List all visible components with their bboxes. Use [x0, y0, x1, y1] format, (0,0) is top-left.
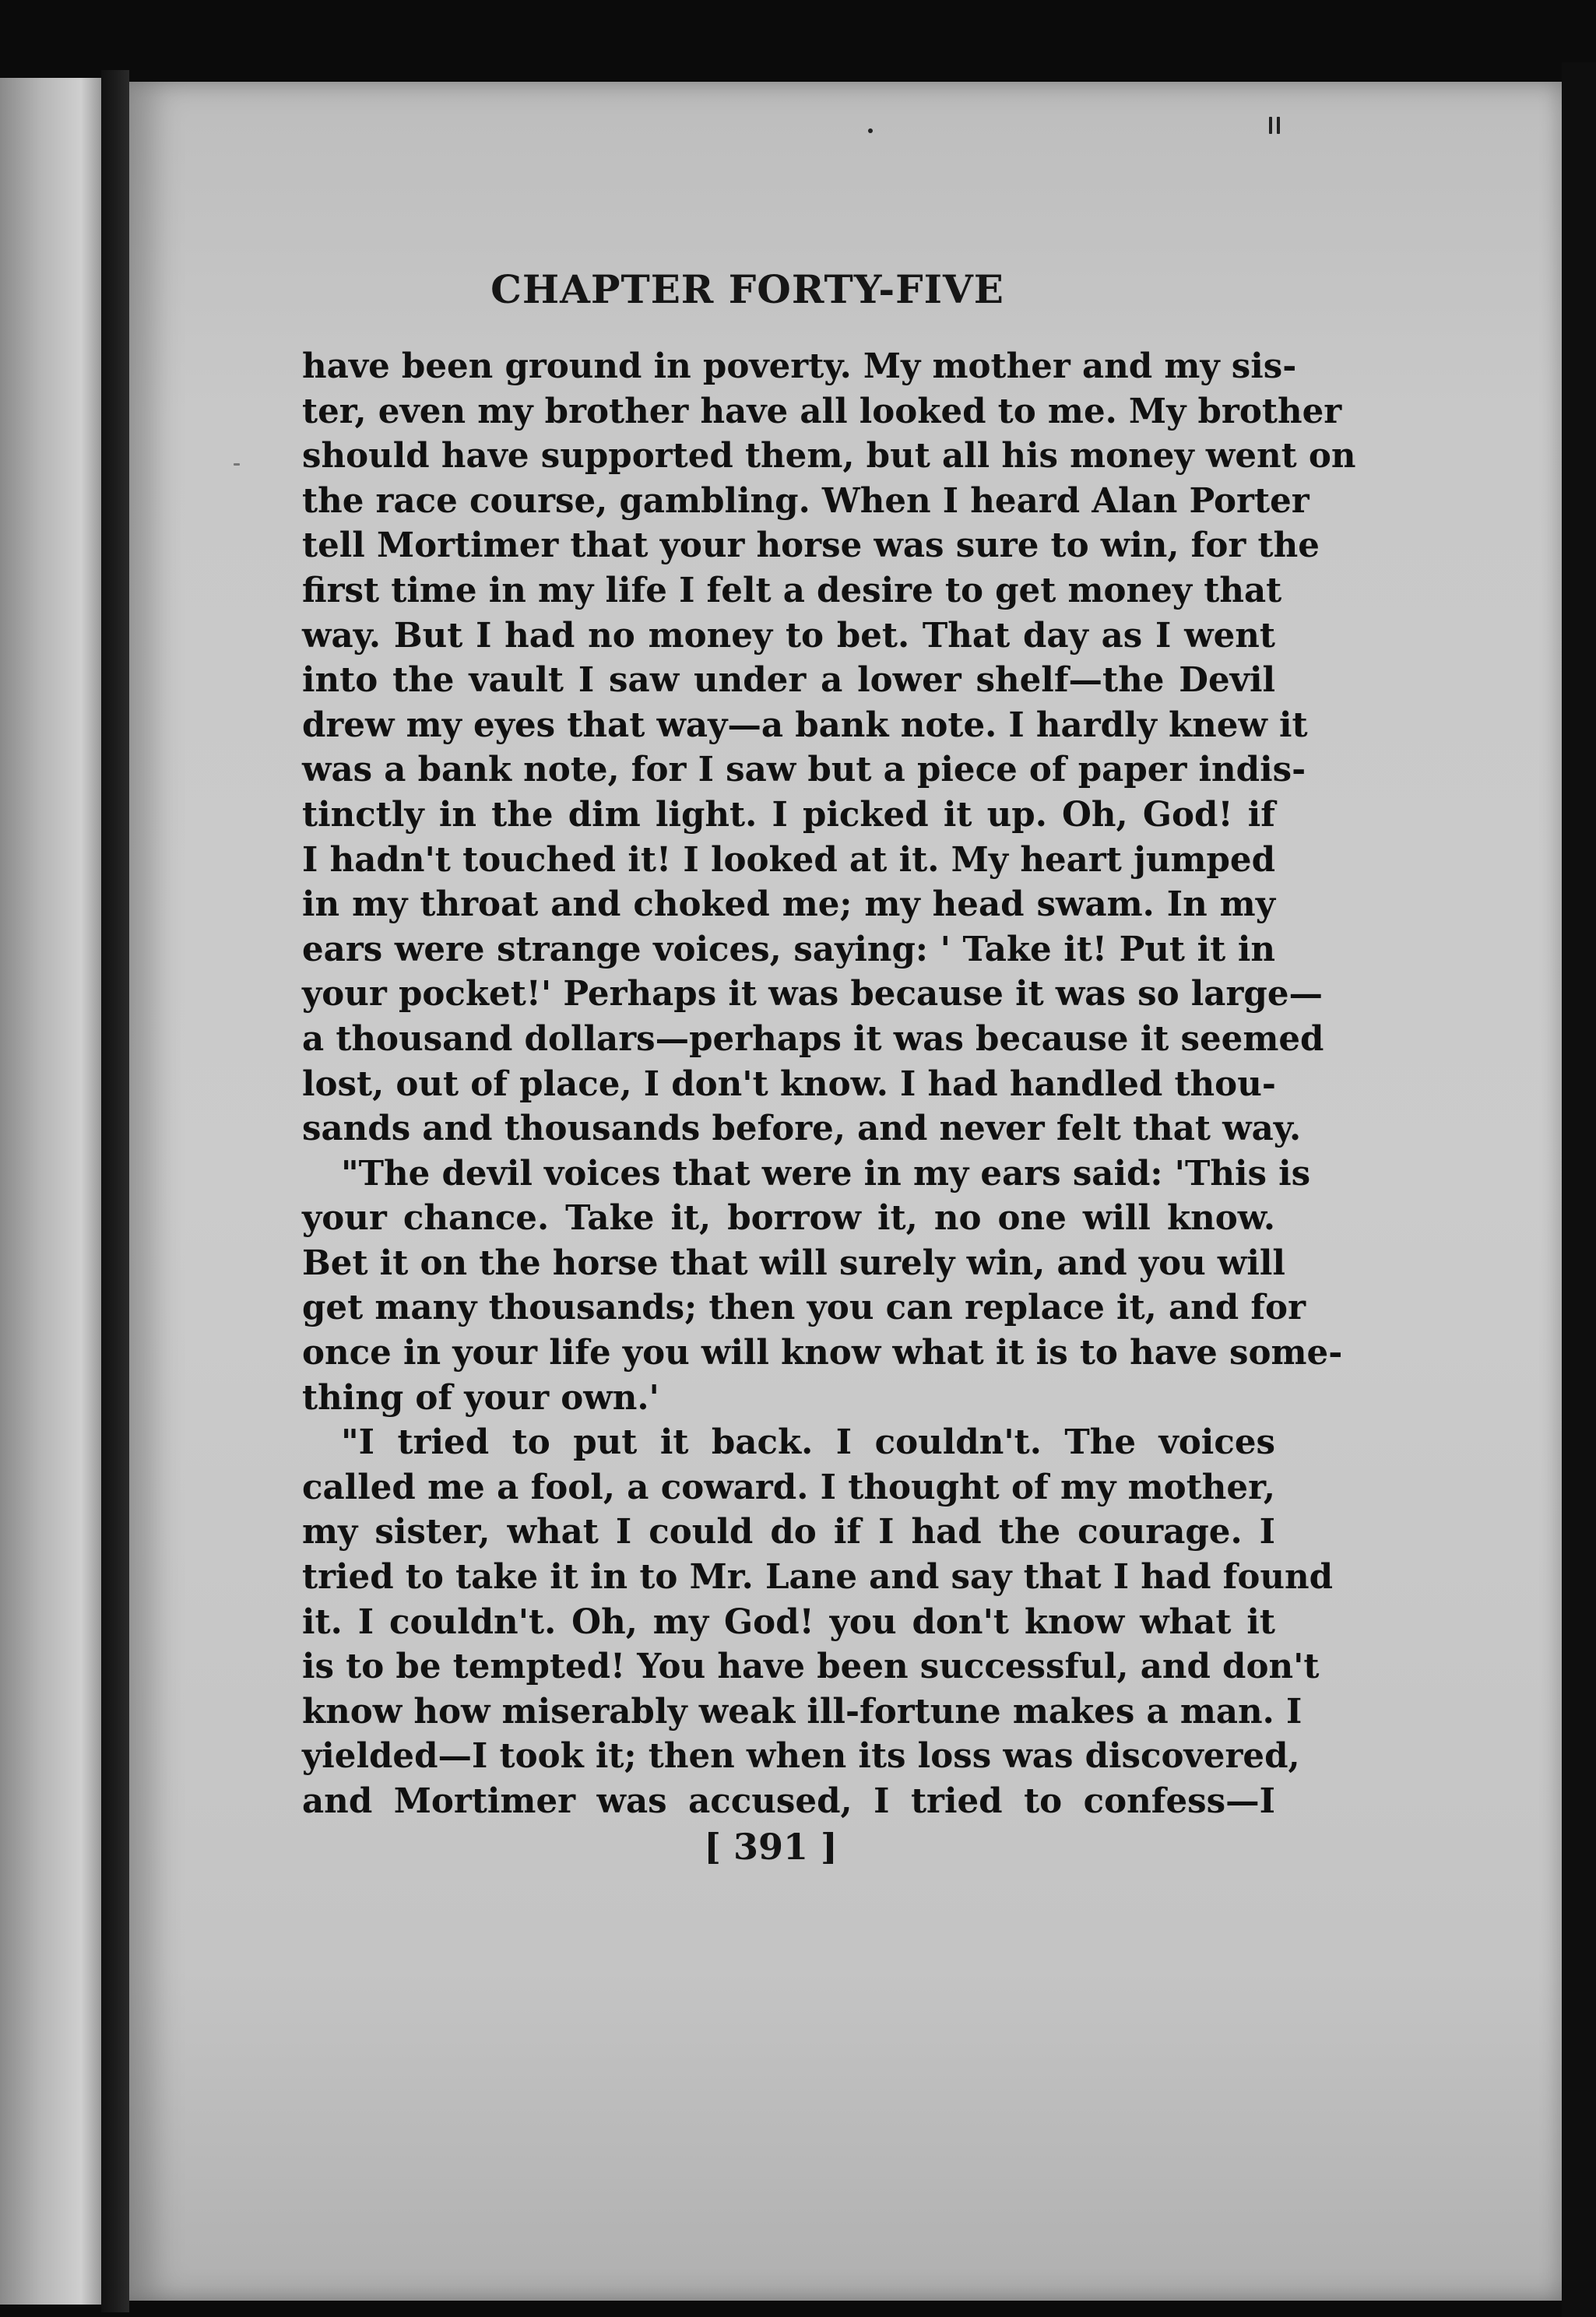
text-line: my sister, what I could do if I had the courage. I — [302, 1512, 1275, 1552]
text-line: and Mortimer was accused, I tried to confess—I — [302, 1781, 1275, 1821]
text-line: I hadn't touched it! I looked at it. My heart jumped — [302, 839, 1275, 880]
text-line: know how miserably weak ill-fortune makes a man. I — [302, 1691, 1302, 1732]
text-line: get many thousands; then you can replace it, and for — [302, 1288, 1306, 1328]
scan-speck — [1269, 117, 1272, 134]
text-line: first time in my life I felt a desire to get money that — [302, 570, 1282, 610]
text-line: the race course, gambling. When I heard Alan Porter — [302, 480, 1309, 521]
right-border — [1562, 62, 1596, 2317]
text-line: in my throat and choked me; my head swam. In my — [302, 884, 1275, 925]
text-line: tell Mortimer that your horse was sure to win, for the — [302, 526, 1320, 566]
scan-speck — [868, 128, 873, 133]
facing-page-edge — [0, 78, 101, 2305]
scan-speck — [1277, 117, 1280, 134]
text-line: is to be tempted! You have been successful, and don't — [302, 1647, 1320, 1687]
text-line: a thousand dollars—perhaps it was because it seemed — [302, 1018, 1324, 1059]
scan-speck — [234, 463, 240, 466]
text-line: ears were strange voices, saying: ' Take it! Put it in — [302, 929, 1275, 969]
text-line: into the vault I saw under a lower shelf—the Devil — [302, 660, 1275, 701]
book-gutter — [101, 70, 129, 2312]
text-line: thing of your own.' — [302, 1377, 659, 1418]
chapter-title: CHAPTER FORTY-FIVE — [490, 266, 1004, 312]
text-line: should have supported them, but all his money went on — [302, 436, 1356, 476]
text-line: ter, even my brother have all looked to me. My brother — [302, 391, 1342, 431]
text-line: "I tried to put it back. I couldn't. The voices — [341, 1422, 1275, 1463]
text-line: lost, out of place, I don't know. I had handled thou- — [302, 1064, 1276, 1104]
text-line: once in your life you will know what it is to have some- — [302, 1333, 1343, 1373]
text-line: your pocket!' Perhaps it was because it was so large— — [302, 974, 1323, 1014]
text-line: your chance. Take it, borrow it, no one will know. — [302, 1198, 1275, 1239]
body-text — [302, 344, 1356, 1824]
text-line: was a bank note, for I saw but a piece of paper indis- — [302, 750, 1306, 790]
text-line: tinctly in the dim light. I picked it up. Oh, God! if — [302, 794, 1275, 835]
text-line: sands and thousands before, and never felt that way. — [302, 1109, 1302, 1149]
text-line: tried to take it in to Mr. Lane and say that I had found — [302, 1557, 1334, 1598]
text-line: drew my eyes that way—a bank note. I hardly knew it — [302, 705, 1308, 745]
text-line: "The devil voices that were in my ears said: 'This is — [341, 1153, 1311, 1194]
text-line: way. But I had no money to bet. That day as I went — [302, 615, 1275, 656]
page-number: [ 391 ] — [704, 1826, 838, 1868]
text-line: it. I couldn't. Oh, my God! you don't know what it — [302, 1602, 1275, 1642]
text-line: yielded—I took it; then when its loss was discovered, — [302, 1736, 1300, 1777]
text-line: have been ground in poverty. My mother and my sis- — [302, 346, 1297, 386]
text-line: called me a fool, a coward. I thought of my mother, — [302, 1467, 1275, 1507]
text-line: Bet it on the horse that will surely win, and you will — [302, 1243, 1285, 1283]
